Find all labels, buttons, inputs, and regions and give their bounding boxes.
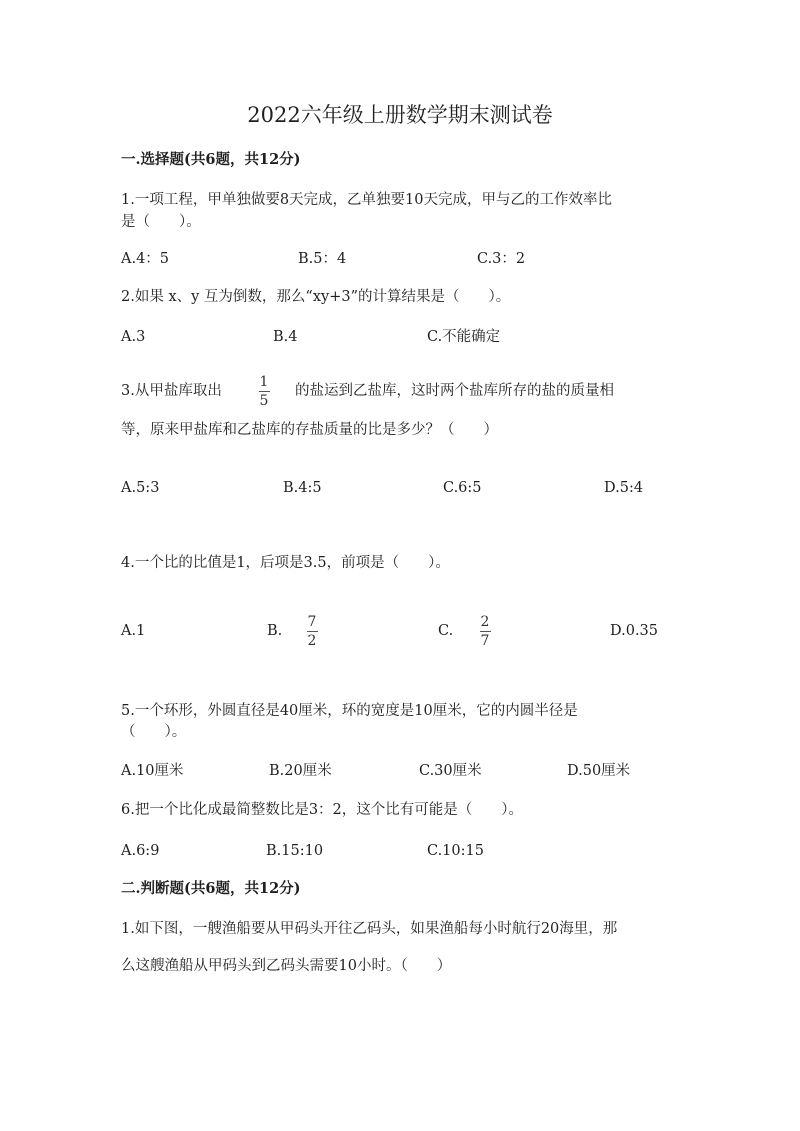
question-text: 1.如下图，一艘渔船要从甲码头开往乙码头，如果渔船每小时航行20海里，那 xyxy=(121,921,618,937)
option-b: B. xyxy=(267,623,283,639)
fraction-denominator: 2 xyxy=(307,633,317,649)
option-d: D.5:4 xyxy=(604,480,644,496)
option-d: D.0.35 xyxy=(610,623,659,639)
question-text: （ ）。 xyxy=(121,724,187,740)
fraction xyxy=(303,614,321,649)
question-text: 4.一个比的比值是1，后项是3.5，前项是（ ）。 xyxy=(121,555,450,571)
question-text: 等，原来甲盐库和乙盐库的存盐质量的比是多少？（ ） xyxy=(121,422,498,438)
question-text: 5.一个环形，外圆直径是40厘米，环的宽度是10厘米，它的内圆半径是 xyxy=(121,703,578,719)
option-b: B.5：4 xyxy=(298,251,347,267)
option-c: C.10:15 xyxy=(427,843,484,859)
question-text: 6.把一个比化成最简整数比是3：2，这个比有可能是（ ）。 xyxy=(121,802,524,818)
option-c: C.不能确定 xyxy=(427,329,501,345)
fraction-numerator: 2 xyxy=(480,614,490,630)
option-c: C.30厘米 xyxy=(419,763,482,779)
section-heading: 一.选择题(共6题，共12分) xyxy=(121,151,301,168)
option-a: A.10厘米 xyxy=(121,763,184,779)
option-b: B.15:10 xyxy=(266,843,324,859)
fraction-bar xyxy=(307,631,318,632)
question-text: 的盐运到乙盐库，这时两个盐库所存的盐的质量相 xyxy=(295,383,614,399)
option-a: A.4：5 xyxy=(121,251,170,267)
fraction-bar xyxy=(480,631,491,632)
fraction-numerator: 7 xyxy=(307,614,317,630)
option-a: A.3 xyxy=(121,329,146,345)
option-c: C.6:5 xyxy=(443,480,482,496)
option-b: B.4 xyxy=(273,329,298,345)
option-a: A.1 xyxy=(121,623,146,639)
fraction-denominator: 5 xyxy=(259,393,269,409)
option-c: C.3：2 xyxy=(477,251,526,267)
fraction xyxy=(476,614,494,649)
option-a: A.6:9 xyxy=(121,843,160,859)
question-text: 2.如果 x、y 互为倒数，那么“xy+3”的计算结果是（ ）。 xyxy=(121,289,511,305)
question-text: 1.一项工程，甲单独做要8天完成，乙单独要10天完成，甲与乙的工作效率比 xyxy=(121,192,613,208)
page-title: 2022六年级上册数学期末测试卷 xyxy=(247,103,553,127)
question-text: 3.从甲盐库取出 xyxy=(121,383,222,399)
question-text: 是（ ）。 xyxy=(121,214,201,230)
option-c: C. xyxy=(438,623,454,639)
option-a: A.5:3 xyxy=(121,480,160,496)
option-d: D.50厘米 xyxy=(567,763,631,779)
fraction-bar xyxy=(259,391,270,392)
question-text: 么这艘渔船从甲码头到乙码头需要10小时。（ ） xyxy=(121,958,452,974)
fraction xyxy=(255,374,273,409)
option-b: B.4:5 xyxy=(283,480,322,496)
fraction-denominator: 7 xyxy=(480,633,490,649)
section-heading: 二.判断题(共6题，共12分) xyxy=(121,880,301,897)
option-b: B.20厘米 xyxy=(269,763,332,779)
fraction-numerator: 1 xyxy=(259,374,269,390)
